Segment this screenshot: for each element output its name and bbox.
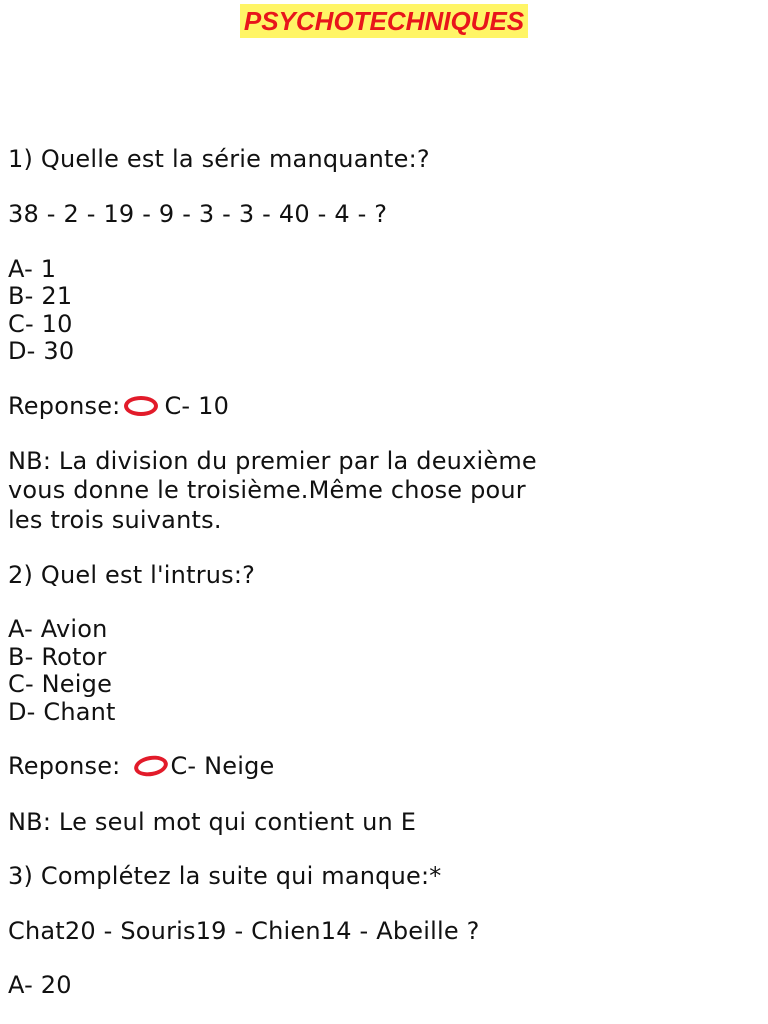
q1-note-line-3: les trois suivants. — [8, 506, 222, 534]
q1-option-a: A- 1 — [8, 255, 57, 283]
q2-option-b: B- Rotor — [8, 643, 107, 671]
q2-answer-value: C- Neige — [170, 752, 275, 780]
q3-option-a: A- 20 — [8, 971, 72, 999]
question-2: 2) Quel est l'intrus:? — [8, 561, 256, 589]
title-container — [0, 4, 768, 38]
red-circle-icon — [124, 396, 158, 416]
q1-note-line-2: vous donne le troisième.Même chose pour — [8, 476, 526, 504]
q1-option-b: B- 21 — [8, 282, 73, 310]
q2-note: NB: Le seul mot qui contient un E — [8, 808, 417, 836]
page-title: PSYCHOTECHNIQUES — [240, 4, 528, 38]
red-circle-icon — [133, 753, 170, 779]
question-1: 1) Quelle est la série manquante:? — [8, 145, 430, 173]
q1-answer-value: C- 10 — [164, 392, 230, 420]
q1-answer — [8, 393, 229, 420]
question-1-series: 38 - 2 - 19 - 9 - 3 - 3 - 40 - 4 - ? — [8, 200, 388, 228]
q2-answer — [8, 753, 275, 780]
q1-note-line-1: NB: La division du premier par la deuxième — [8, 447, 537, 475]
question-3: 3) Complétez la suite qui manque:* — [8, 862, 442, 890]
q2-answer-label: Reponse: — [8, 752, 121, 780]
q2-option-c: C- Neige — [8, 670, 113, 698]
q1-answer-label: Reponse: — [8, 392, 121, 420]
q2-option-d: D- Chant — [8, 698, 116, 726]
q1-option-d: D- 30 — [8, 337, 75, 365]
q2-option-a: A- Avion — [8, 615, 108, 643]
question-3-series: Chat20 - Souris19 - Chien14 - Abeille ? — [8, 917, 480, 945]
q1-option-c: C- 10 — [8, 310, 73, 338]
